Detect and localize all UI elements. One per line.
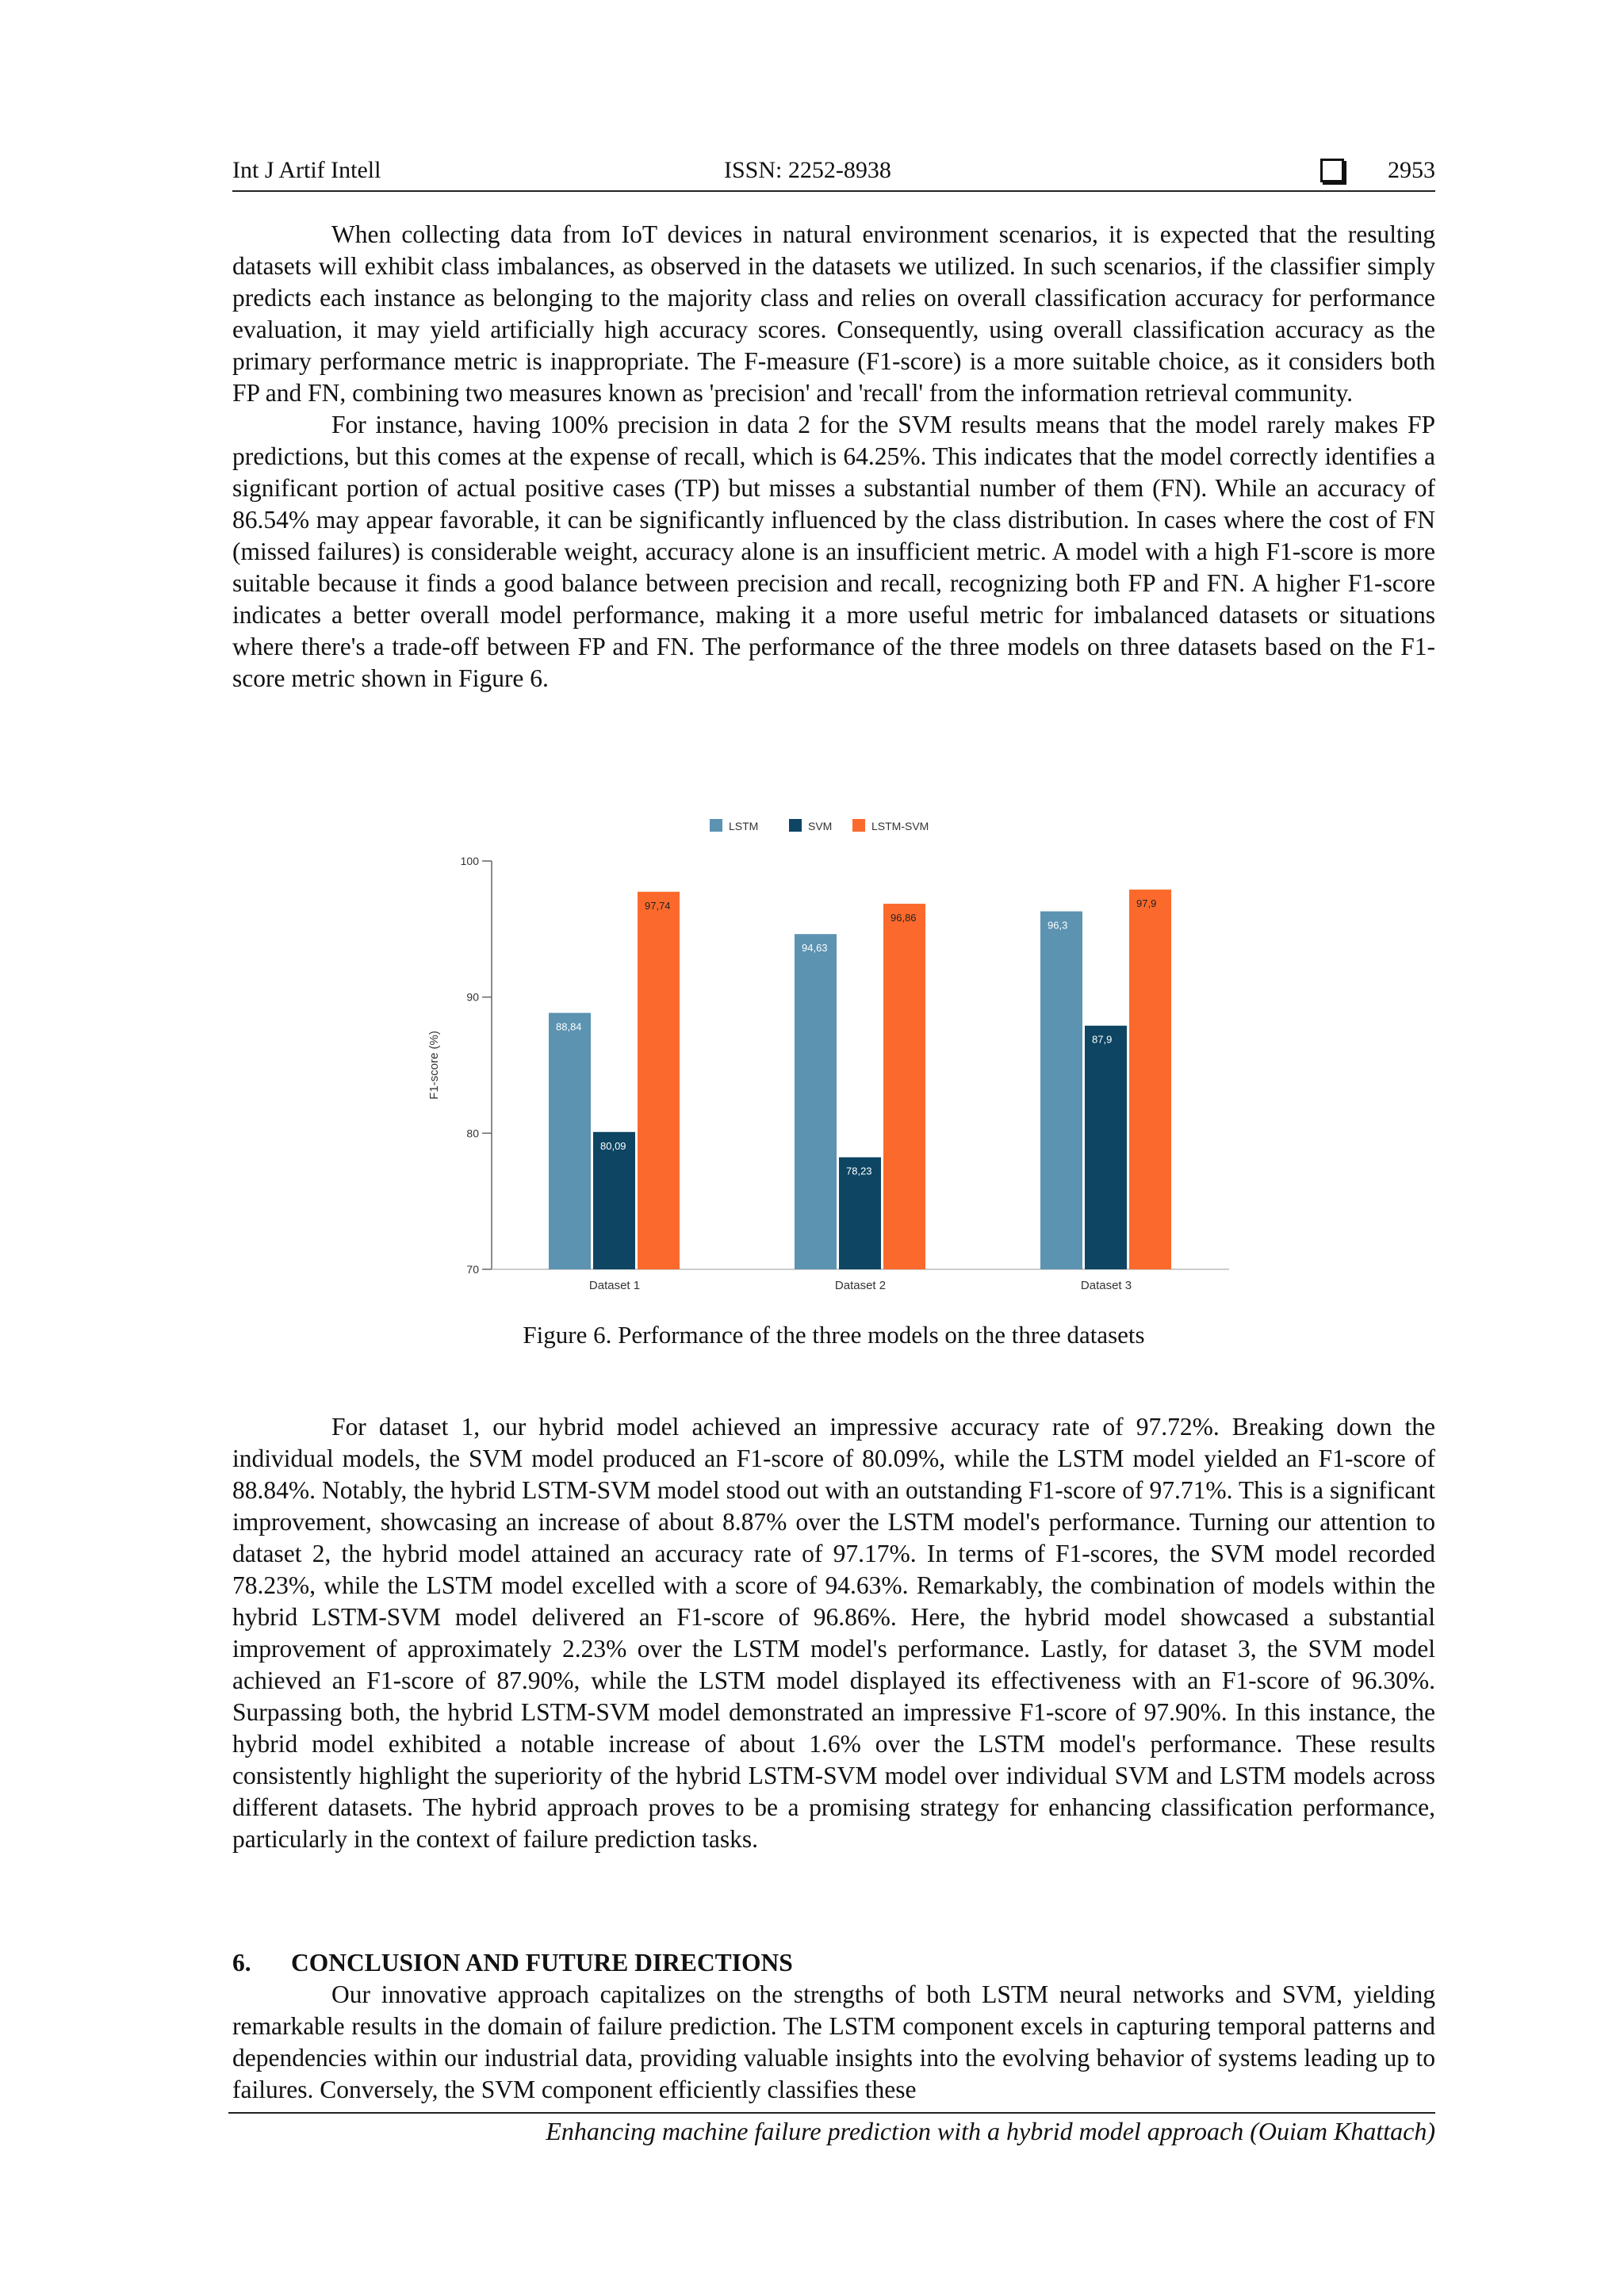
bar-value-label: 94,63 (802, 942, 828, 955)
legend-label: LSTM (729, 820, 759, 832)
legend-label: LSTM-SVM (871, 820, 929, 832)
y-tick-label: 90 (466, 990, 479, 1004)
footer-divider (228, 2112, 1435, 2114)
y-tick-label: 70 (466, 1263, 479, 1276)
bar (883, 904, 925, 1269)
running-footer: Enhancing machine failure prediction with a hybrid model approach (Ouiam Khattach) (546, 2117, 1435, 2145)
legend-swatch (710, 819, 722, 832)
bar (549, 1013, 591, 1269)
bar-value-label: 88,84 (556, 1020, 582, 1033)
checkbox-icon (1320, 159, 1344, 182)
paragraph: For instance, having 100% precision in data 2 for the SVM results means that the model rarely makes FP predictions, but this comes at the expense of recall, which is 64.25%. This indicates that the model correctly identifies a significant portion of actual positive cases (TP) but misses a substantial number of them (FN). While an accuracy of 86.54% may appear favorable, it can be significantly influenced by the class distribution. In cases where the cost of FN (missed failures) is considerable weight, accuracy alone is an insufficient metric. A model with a high F1-score is more suitable because it finds a good balance between precision and recall, recognizing both FP and FN. A higher F1-score indicates a better overall model performance, making it a more useful metric for imbalanced datasets or situations where there's a trade-off between FP and FN. The performance of the three models on three datasets based on the F1-score metric shown in Figure 6. (232, 411, 1435, 692)
bar (1129, 890, 1171, 1269)
y-tick-label: 100 (460, 855, 479, 867)
x-tick-label: Dataset 3 (1080, 1279, 1132, 1292)
x-tick-label: Dataset 2 (834, 1279, 887, 1292)
bar-value-label: 87,9 (1092, 1033, 1113, 1046)
legend-label: SVM (808, 820, 833, 832)
legend-swatch (852, 819, 865, 832)
paragraph: For dataset 1, our hybrid model achieved an impressive accuracy rate of 97.72%. Breaking down the individual models, the SVM model produced an F1-score of 80.09%, while the LSTM model yielded an F1-score of 88.84%. Notably, the hybrid LSTM-SVM model stood out with an outstanding F1-score of 97.71%. This is a significant improvement, showcasing an increase of about 8.87% over the LSTM model's performance. Turning our attention to dataset 2, the hybrid model attained an accuracy rate of 97.17%. In terms of F1-scores, the SVM model recorded 78.23%, while the LSTM model excelled with a score of 94.63%. Remarkably, the combination of models within the hybrid LSTM-SVM model delivered an F1-score of 96.86%. Here, the hybrid model showcased a substantial improvement of approximately 2.23% over the LSTM model's performance. Lastly, for dataset 3, the SVM model achieved an F1-score of 87.90%, while the LSTM model displayed its effectiveness with an F1-score of 96.30%. Surpassing both, the hybrid LSTM-SVM model demonstrated an impressive F1-score of 97.90%. In this instance, the hybrid model exhibited a notable increase of about 1.6% over the LSTM model's performance. These results consistently highlight the superiority of the hybrid LSTM-SVM model over individual SVM and LSTM models across different datasets. The hybrid approach proves to be a promising strategy for enhancing classification performance, particularly in the context of failure prediction tasks. (232, 1413, 1435, 1853)
bar-value-label: 78,23 (846, 1165, 872, 1177)
bar-value-label: 80,09 (600, 1139, 626, 1152)
issn: ISSN: 2252-8938 (724, 157, 891, 183)
body-text-results (232, 1411, 1435, 1855)
bar-value-label: 97,74 (645, 899, 671, 912)
bar-value-label: 96,86 (891, 911, 917, 924)
body-text-conclusion (232, 1979, 1435, 2106)
section-heading (232, 1949, 793, 1977)
body-text-top (232, 219, 1435, 695)
paragraph: When collecting data from IoT devices in natural environment scenarios, it is expected that the resulting datasets will exhibit class imbalances, as observed in the datasets we utilized. In such scenarios, if the classifier simply predicts each instance as belonging to the majority class and relies on overall classification accuracy for performance evaluation, it may yield artificially high accuracy scores. Consequently, using overall classification accuracy as the primary performance metric is inappropriate. The F-measure (F1-score) is a more suitable choice, as it considers both FP and FN, combining two measures known as 'precision' and 'recall' from the information retrieval community. (232, 220, 1435, 407)
bar (593, 1132, 635, 1269)
bar (638, 892, 680, 1269)
bar (1085, 1026, 1127, 1269)
section-title: CONCLUSION AND FUTURE DIRECTIONS (291, 1949, 793, 1976)
bar (1040, 912, 1082, 1269)
page-number: 2953 (1388, 157, 1435, 183)
journal-name: Int J Artif Intell (232, 157, 381, 183)
legend-swatch (789, 819, 802, 832)
bar-value-label: 96,3 (1048, 919, 1068, 932)
figure-caption: Figure 6. Performance of the three models on the three datasets (523, 1321, 1145, 1349)
bar-value-label: 97,9 (1136, 897, 1157, 910)
section-number: 6. (232, 1949, 251, 1976)
paragraph: Our innovative approach capitalizes on the strengths of both LSTM neural networks and SVM, yielding remarkable results in the domain of failure prediction. The LSTM component excels in capturing temporal patterns and dependencies within our industrial data, providing valuable insights into the evolving behavior of systems leading up to failures. Conversely, the SVM component efficiently classifies these (232, 1980, 1435, 2103)
y-tick-label: 80 (466, 1127, 479, 1140)
y-axis-label: F1-score (%) (427, 1031, 441, 1100)
bar (795, 934, 837, 1269)
figure-6-chart (420, 807, 1245, 1299)
x-tick-label: Dataset 1 (588, 1279, 641, 1292)
bar-chart (420, 807, 1245, 1299)
running-header (232, 154, 1435, 192)
